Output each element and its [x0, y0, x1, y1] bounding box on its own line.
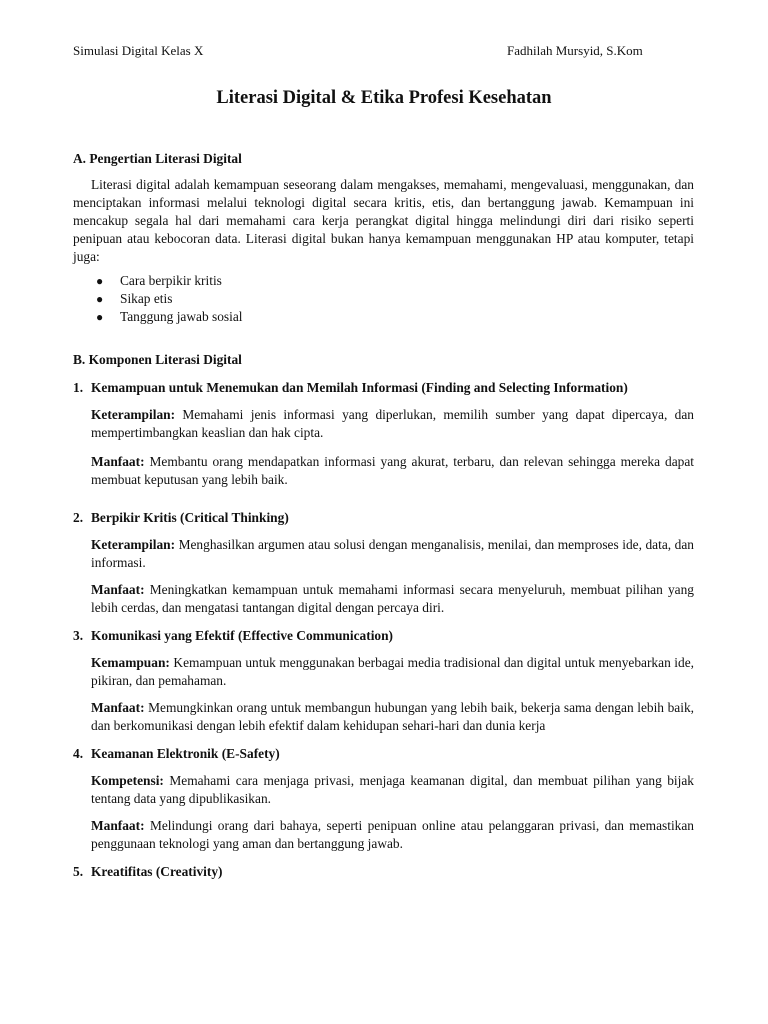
component-title: 3. Komunikasi yang Efektif (Effective Communication) — [73, 628, 394, 643]
component-benefit: Manfaat: Melindungi orang dari bahaya, seperti penipuan online atau pelanggaran privasi, dan memastikan penggunaan teknologi yang aman dan bertanggung jawab. — [91, 818, 694, 851]
component-skill: Keterampilan: Menghasilkan argumen atau solusi dengan menganalisis, menilai, dan memproses ide, data, dan informasi. — [91, 537, 694, 570]
component-item-4 — [73, 745, 694, 853]
component-benefit: Manfaat: Memungkinkan orang untuk membangun hubungan yang lebih baik, bekerja sama dengan lebih baik, dan berkomunikasi dengan lebih efektif dalam kehidupan sehari-hari dan dunia kerja — [91, 700, 694, 733]
component-skill: Kemampuan: Kemampuan untuk menggunakan berbagai media tradisional dan digital untuk menyebarkan ide, pikiran, dan pemahaman. — [91, 655, 694, 688]
bullet-list — [73, 272, 694, 326]
component-title: 4. Keamanan Elektronik (E-Safety) — [73, 746, 280, 761]
component-benefit: Manfaat: Meningkatkan kemampuan untuk memahami informasi secara menyeluruh, membuat pilihan yang lebih cerdas, dan mengatasi tantangan digital dengan percaya diri. — [91, 582, 694, 615]
component-item-5 — [73, 863, 694, 881]
component-skill: Keterampilan: Memahami jenis informasi yang diperlukan, memilih sumber yang dapat dipercaya, dan mempertimbangkan keaslian dan hak cipta. — [91, 407, 694, 440]
component-title: 2. Berpikir Kritis (Critical Thinking) — [73, 510, 289, 525]
header-left: Simulasi Digital Kelas X — [73, 43, 204, 58]
bullet-item: ● Cara berpikir kritis — [96, 273, 222, 288]
component-title: 1. Kemampuan untuk Menemukan dan Memilah Informasi (Finding and Selecting Information) — [73, 380, 628, 395]
bullet-item: ● Tanggung jawab sosial — [96, 309, 243, 324]
component-skill: Kompetensi: Memahami cara menjaga privasi, menjaga keamanan digital, dan membuat pilihan yang bijak tentang data yang dipublikasikan. — [91, 773, 694, 806]
document-body — [73, 149, 694, 881]
bullet-icon: ● — [96, 292, 104, 306]
page-title: Literasi Digital & Etika Profesi Kesehatan — [216, 88, 552, 108]
bullet-icon: ● — [96, 274, 104, 288]
header-right: Fadhilah Mursyid, S.Kom — [507, 43, 643, 58]
component-benefit: Manfaat: Membantu orang mendapatkan informasi yang akurat, terbaru, dan relevan sehingga mereka dapat membuat keputusan yang lebih baik. — [91, 454, 694, 487]
bullet-icon: ● — [96, 310, 104, 324]
bullet-item: ● Sikap etis — [96, 291, 173, 306]
component-title: 5. Kreatifitas (Creativity) — [73, 864, 223, 879]
section-a-heading: A. Pengertian Literasi Digital — [73, 151, 242, 166]
component-item-3 — [73, 627, 694, 735]
section-b-heading: B. Komponen Literasi Digital — [73, 352, 242, 367]
component-item-1 — [73, 379, 694, 489]
section-a-paragraph: Literasi digital adalah kemampuan seseorang dalam mengakses, memahami, mengevaluasi, menggunakan, dan menciptakan informasi melalui teknologi digital secara kritis, etis, dan bertanggung jawab. Kemampuan ini mencakup segala hal dari memahami cara kerja perangkat digital hingga melindungi diri dari risiko seperti penipuan atau kebocoran data. Literasi digital bukan hanya kemampuan menggunakan HP atau komputer, tetapi juga: — [73, 177, 694, 264]
component-item-2 — [73, 509, 694, 617]
